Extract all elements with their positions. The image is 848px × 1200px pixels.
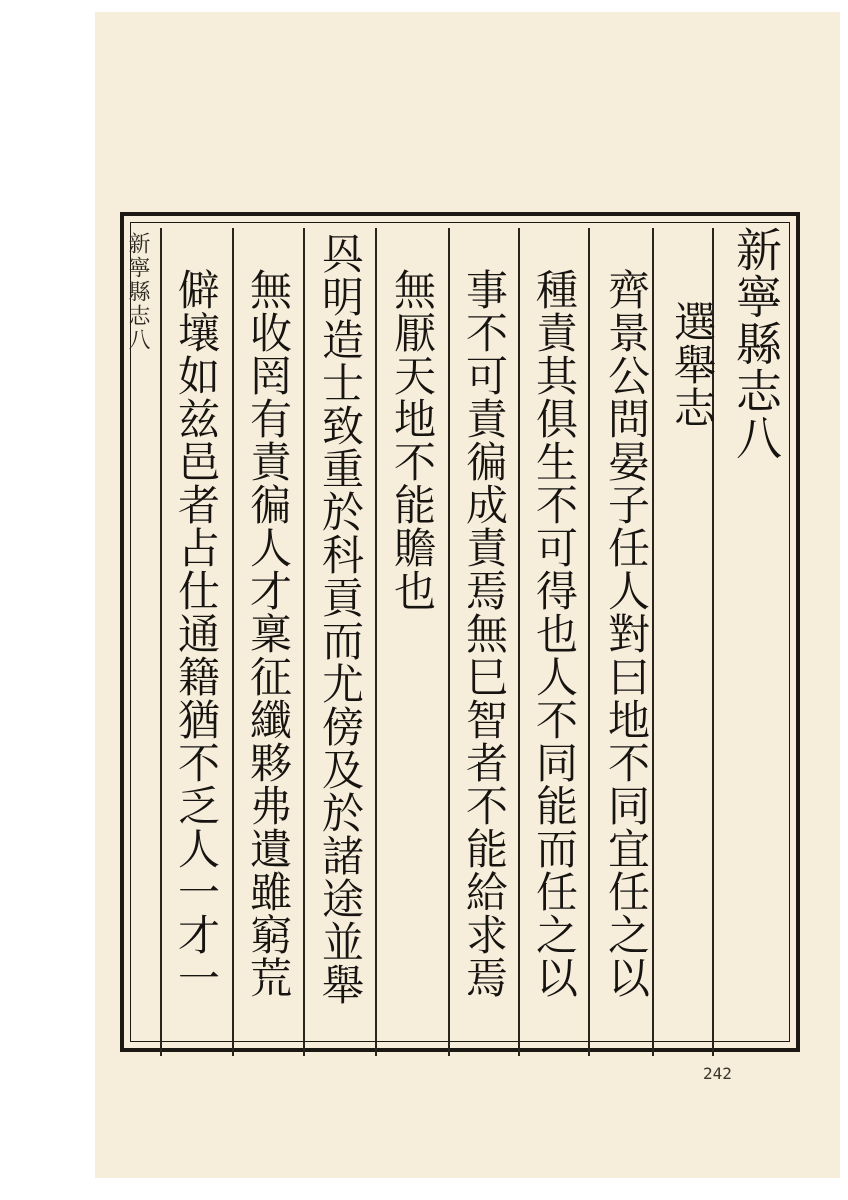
column-rule [160,228,162,1056]
text-column: 齊景公問晏子任人對曰地不同宜任之以 [602,268,651,999]
text-column: 僻壤如兹邑者占仕通籍猶不乏人一才一 [172,268,221,999]
text-column: 種責其俱生不可得也人不同能而任之以 [530,268,579,999]
column-rule [588,228,590,1056]
column-rule [303,228,305,1056]
text-column: 事不可責徧成責焉無巳智者不能給求焉 [460,268,509,999]
column-rule [448,228,450,1056]
text-column: 㒷明造士致重於科貢而尤傍及於諸途並舉 [316,232,365,1006]
column-rule [518,228,520,1056]
section-heading-column: 選舉志 [668,300,717,429]
text-column: 無厭天地不能贍也 [388,268,437,612]
fold-margin-title: 新寧縣志八 [125,232,150,352]
text-column: 無收罔有責徧人才稟征纖夥弗遺雖窮荒 [244,268,293,999]
page-number: 242 [703,1064,732,1083]
column-rule [375,228,377,1056]
column-rule [232,228,234,1056]
book-title-column: 新寧縣志八 [729,226,783,461]
